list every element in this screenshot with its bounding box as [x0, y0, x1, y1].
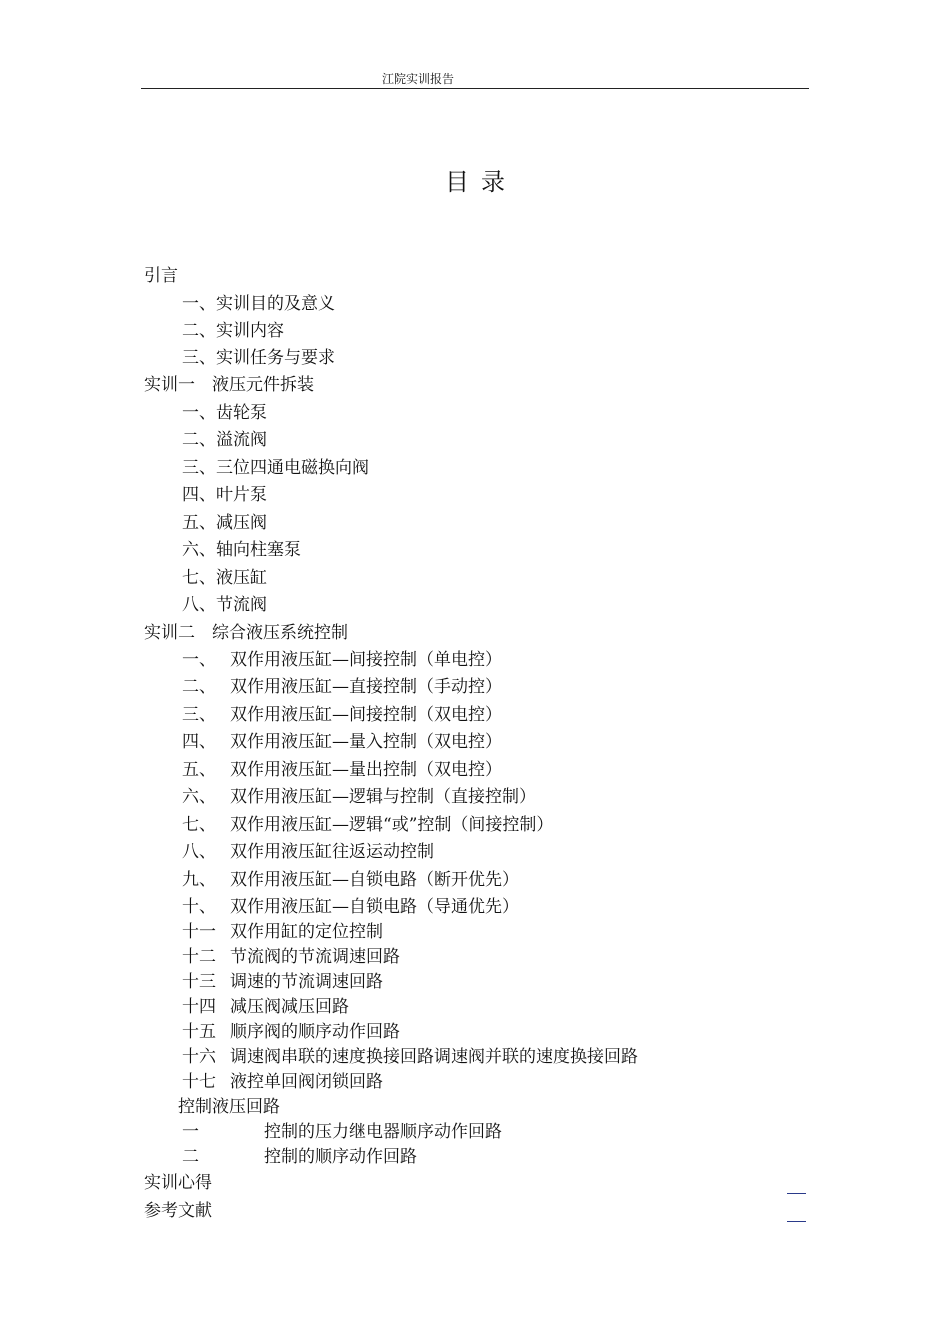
toc-entry[interactable]	[182, 566, 267, 590]
toc-entry-label: 引言	[144, 266, 178, 286]
page-number-placeholder	[787, 1193, 806, 1194]
toc-entry-label: 双作用液压缸往返运动控制	[230, 842, 434, 862]
toc-entry[interactable]	[182, 292, 335, 316]
toc-entry[interactable]	[182, 675, 502, 699]
toc-entry-label: 控制的压力继电器顺序动作回路	[264, 1122, 502, 1142]
toc-entry-number: 一、	[182, 650, 216, 670]
toc-entry-label: 顺序阀的顺序动作回路	[230, 1022, 400, 1042]
toc-entry-label: 双作用缸的定位控制	[230, 922, 383, 942]
toc-entry-label: 双作用液压缸—自锁电路（导通优先）	[230, 897, 519, 917]
toc-entry-label: 实训心得	[144, 1173, 212, 1193]
toc-entry-number: 十四	[182, 997, 216, 1017]
toc-entry[interactable]	[182, 945, 400, 969]
toc-entry[interactable]	[182, 538, 301, 562]
toc-entry-number: 一	[182, 1122, 199, 1142]
toc-entry-label: 双作用液压缸—间接控制（单电控）	[230, 650, 502, 670]
toc-entry[interactable]	[182, 1070, 383, 1094]
toc-entry-label: 双作用液压缸—直接控制（手动控）	[230, 677, 502, 697]
toc-entry[interactable]	[182, 758, 502, 782]
toc-entry[interactable]	[182, 703, 502, 727]
toc-entry[interactable]	[182, 920, 383, 944]
toc-entry-label: 减压阀减压回路	[230, 997, 349, 1017]
toc-entry[interactable]	[144, 1171, 212, 1195]
toc-entry-label: 双作用液压缸—量入控制（双电控）	[230, 732, 502, 752]
toc-entry-label: 双作用液压缸—逻辑“或”控制（间接控制）	[230, 815, 554, 835]
toc-entry-label: 双作用液压缸—自锁电路（断开优先）	[230, 870, 519, 890]
toc-entry[interactable]	[182, 483, 267, 507]
toc-entry-label: 实训一 液压元件拆装	[144, 375, 314, 395]
toc-entry[interactable]	[182, 813, 553, 837]
toc-entry[interactable]	[144, 264, 178, 288]
toc-entry[interactable]	[182, 1045, 638, 1069]
toc-entry[interactable]	[178, 1095, 280, 1119]
toc-entry-label: 七、液压缸	[182, 568, 267, 588]
toc-entry[interactable]	[182, 995, 349, 1019]
toc-entry-number: 九、	[182, 870, 216, 890]
toc-entry[interactable]	[182, 319, 284, 343]
toc-entry-label: 双作用液压缸—间接控制（双电控）	[230, 705, 502, 725]
toc-entry-number: 十一	[182, 922, 216, 942]
toc-entry-label: 三、实训任务与要求	[182, 348, 335, 368]
toc-entry-number: 十六	[182, 1047, 216, 1067]
toc-entry[interactable]	[182, 785, 536, 809]
toc-entry[interactable]	[182, 970, 383, 994]
toc-entry-label: 双作用液压缸—逻辑与控制（直接控制）	[230, 787, 536, 807]
toc-entry-number: 五、	[182, 760, 216, 780]
toc-entry-label: 五、减压阀	[182, 513, 267, 533]
toc-entry-label: 实训二 综合液压系统控制	[144, 623, 348, 643]
toc-entry-label: 四、叶片泵	[182, 485, 267, 505]
toc-entry[interactable]	[182, 1120, 502, 1144]
toc-entry-label: 六、轴向柱塞泵	[182, 540, 301, 560]
toc-entry-label: 二、溢流阀	[182, 430, 267, 450]
toc-entry-number: 十、	[182, 897, 216, 917]
toc-entry-number: 二、	[182, 677, 216, 697]
toc-entry[interactable]	[182, 1020, 400, 1044]
page-number-placeholder	[787, 1221, 806, 1222]
toc-entry-number: 三、	[182, 705, 216, 725]
toc-entry[interactable]	[182, 428, 267, 452]
toc-entry-number: 四、	[182, 732, 216, 752]
toc-entry[interactable]	[182, 346, 335, 370]
toc-entry-label: 调速阀串联的速度换接回路调速阀并联的速度换接回路	[230, 1047, 638, 1067]
toc-entry-label: 三、三位四通电磁换向阀	[182, 458, 369, 478]
toc-entry-label: 一、齿轮泵	[182, 403, 267, 423]
toc-entry[interactable]	[182, 593, 267, 617]
toc-entry[interactable]	[144, 621, 348, 645]
toc-entry[interactable]	[144, 373, 314, 397]
toc-entry[interactable]	[182, 868, 519, 892]
toc-entry-label: 调速的节流调速回路	[230, 972, 383, 992]
header-text: 江院实训报告	[382, 72, 455, 86]
toc-entry[interactable]	[182, 456, 369, 480]
toc-entry[interactable]	[182, 895, 519, 919]
toc-entry[interactable]	[182, 511, 267, 535]
toc-entry-label: 控制的顺序动作回路	[264, 1147, 417, 1167]
toc-entry-number: 八、	[182, 842, 216, 862]
toc-entry-label: 液控单回阀闭锁回路	[230, 1072, 383, 1092]
toc-entry[interactable]	[182, 730, 502, 754]
toc-entry-label: 节流阀的节流调速回路	[230, 947, 400, 967]
toc-entry-label: 一、实训目的及意义	[182, 294, 335, 314]
toc-entry-number: 七、	[182, 815, 216, 835]
toc-entry-label: 二、实训内容	[182, 321, 284, 341]
toc-entry-label: 控制液压回路	[178, 1097, 280, 1117]
toc-entry-number: 十五	[182, 1022, 216, 1042]
toc-entry-number: 二	[182, 1147, 199, 1167]
toc-entry[interactable]	[182, 648, 502, 672]
toc-entry[interactable]	[144, 1199, 212, 1223]
toc-entry-number: 十七	[182, 1072, 216, 1092]
toc-entry-number: 六、	[182, 787, 216, 807]
toc-entry[interactable]	[182, 1145, 417, 1169]
toc-entry-label: 八、节流阀	[182, 595, 267, 615]
toc-entry-label: 参考文献	[144, 1201, 212, 1221]
toc-entry[interactable]	[182, 401, 267, 425]
toc-entry-number: 十三	[182, 972, 216, 992]
page-title: 目录	[445, 168, 517, 196]
toc-entry-label: 双作用液压缸—量出控制（双电控）	[230, 760, 502, 780]
toc-entry[interactable]	[182, 840, 434, 864]
toc-entry-number: 十二	[182, 947, 216, 967]
